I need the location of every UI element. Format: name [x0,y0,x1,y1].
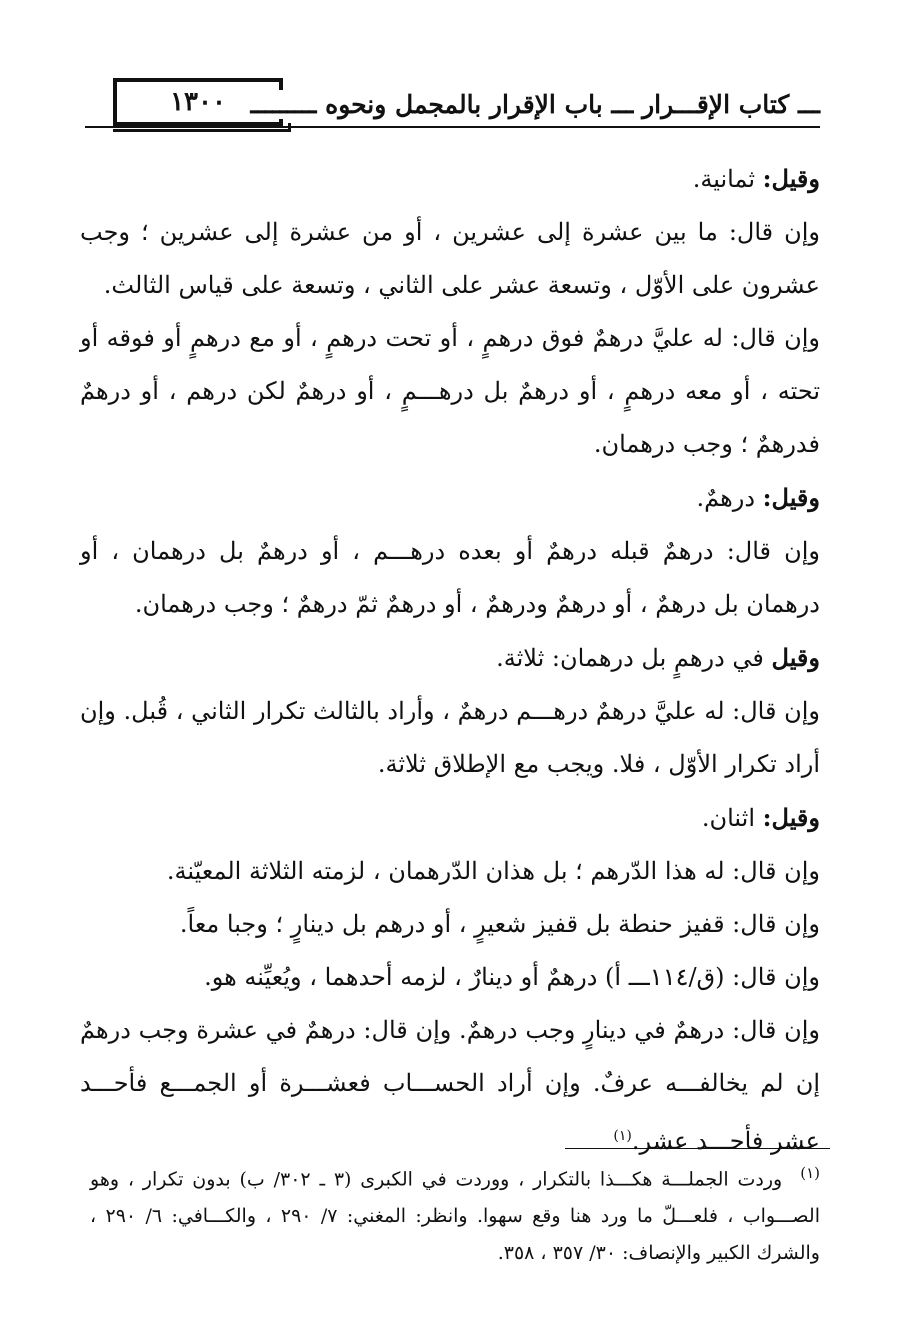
paragraph [80,685,820,791]
paragraph-text: ثمانية. [692,165,763,193]
paragraph [80,1004,820,1168]
running-title: ـــ كتاب الإقـــرار ـــ باب الإقرار بالمجمل ونحوه ـــــــــ [243,90,820,119]
paragraph [80,471,820,525]
paragraph [80,791,820,845]
paragraph [80,951,820,1004]
paragraph-text: وإن قال: (ق/١١٤ـــ أ) درهمٌ أو دينارٌ ، لزمه أحدهما ، ويُعيِّنه هو. [204,963,820,991]
paragraph-text: وإن قال: له هذا الدّرهم ؛ بل هذان الدّرهمان ، لزمته الثلاثة المعيّنة. [166,857,820,885]
paragraph [80,206,820,312]
paragraph-lead: وقيل: [762,164,820,193]
paragraph-text: في درهمٍ بل درهمان: ثلاثة. [496,644,772,672]
footnotes [90,1155,820,1272]
paragraph-text: وإن قال: قفيز حنطة بل قفيز شعيرٍ ، أو درهم بل دينارٍ ؛ وجبا معاً. [179,910,820,938]
paragraph-text: وإن قال: درهمٌ في دينارٍ وجب درهمٌ. وإن قال: درهمٌ في عشرة وجب درهمٌ إن لم يخالفـــه عرفٌ. وإن أراد الحســـاب فعشـــرة أو الجمـــع فأحـــد عشر فأحـــد عشر. [80,1016,820,1155]
paragraph-text: وإن قال: درهمٌ قبله درهمٌ أو بعده درهـــم ، أو درهمٌ بل درهمان ، أو درهمان بل درهمٌ ، أو درهمٌ ودرهمٌ ، أو درهمٌ ثمّ درهمٌ ؛ وجب درهمان. [80,537,820,618]
paragraph [80,898,820,951]
paragraph [80,525,820,631]
paragraph-text: وإن قال: له عليَّ درهمٌ فوق درهمٍ ، أو تحت درهمٍ ، أو مع درهمٍ أو فوقه أو تحته ، أو معه درهمٍ ، أو درهمٌ بل درهـــمٍ ، أو درهمٌ لكن درهم ، أو درهمٌ فدرهمٌ ؛ وجب درهمان. [80,324,820,458]
paragraph-lead: وقيل: [762,803,820,832]
paragraph-lead: وقيل [771,643,820,672]
footnote-text: وردت الجملـــة هكـــذا بالتكرار ، ووردت في الكبرى (٣ ـ ٣٠٢/ ب) بدون تكرار ، وهو الصـــواب ، فلعـــلّ ما ورد هنا وقع سهوا. وانظر: المغني: ٧/ ٢٩٠ ، والكـــافي: ٦/ ٢٩٠ ، والشرك الكبير والإنصاف: ٣٠/ ٣٥٧ ، ٣٥٨. [90,1168,820,1265]
paragraph-text: درهمٌ. [696,484,763,512]
main-text [80,152,820,1168]
paragraph-lead: وقيل: [762,483,820,512]
paragraph [80,152,820,206]
paragraph [80,631,820,685]
paragraph-text: وإن قال: له عليَّ درهمٌ درهـــم درهمٌ ، وأراد بالثالث تكرار الثاني ، قُبل. وإن أراد تكرار الأوّل ، فلا. ويجب مع الإطلاق ثلاثة. [80,697,820,778]
footnote-marker: (١) [800,1164,820,1182]
paragraph-text: اثنان. [701,804,763,832]
paragraph [80,845,820,898]
paragraph [80,312,820,471]
page-number: ١٣٠٠ [170,87,226,117]
footnote-separator [565,1148,830,1149]
page-header [85,78,820,133]
footnote [90,1155,820,1272]
paragraph-text: وإن قال: ما بين عشرة إلى عشرين ، أو من عشرة إلى عشرين ؛ وجب عشرون على الأوّل ، وتسعة عشر على الثاني ، وتسعة على قياس الثالث. [80,218,820,299]
footnote-reference: (١) [613,1128,632,1144]
